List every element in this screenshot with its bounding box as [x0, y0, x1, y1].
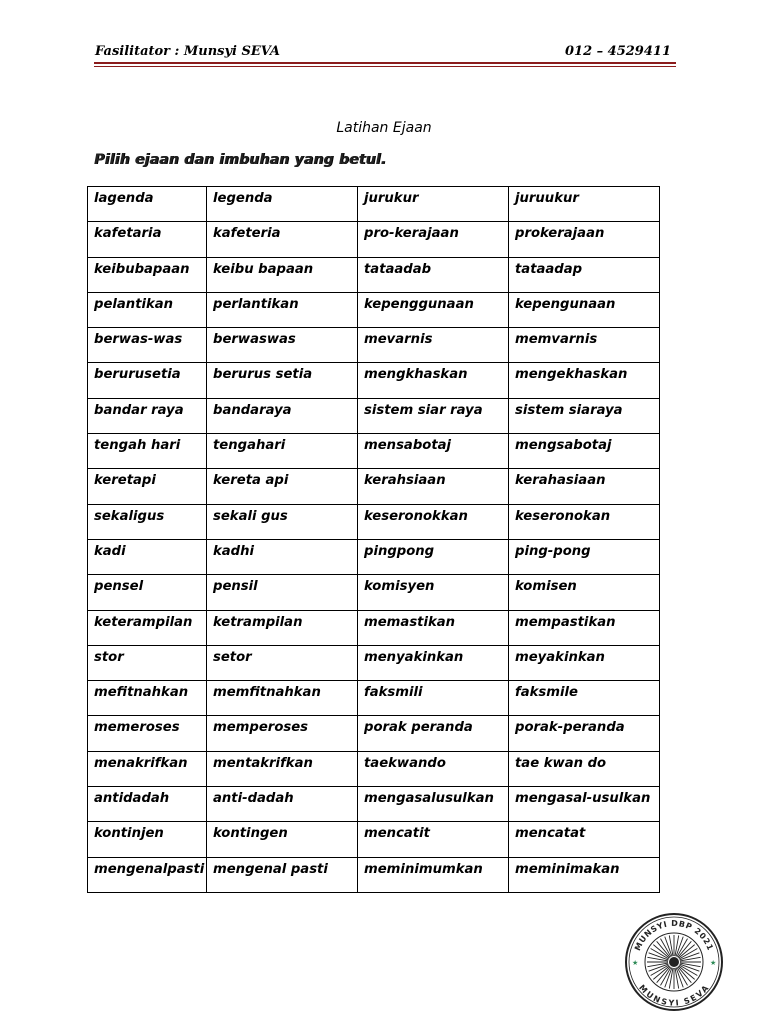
word-cell: taekwando	[358, 751, 509, 786]
word-cell: keterampilan	[88, 610, 207, 645]
word-cell: memeroses	[88, 716, 207, 751]
word-cell: berwaswas	[207, 328, 358, 363]
word-cell: mencatit	[358, 822, 509, 857]
star-icon: ★	[710, 959, 717, 967]
table-row	[88, 363, 660, 398]
table-row	[88, 398, 660, 433]
word-cell: komisen	[509, 575, 660, 610]
word-cell: pensil	[207, 575, 358, 610]
word-cell: memvarnis	[509, 328, 660, 363]
document-title: Latihan Ejaan	[336, 120, 432, 136]
spelling-table	[87, 186, 660, 893]
word-cell: mengenal pasti	[207, 857, 358, 892]
word-cell: keretapi	[88, 469, 207, 504]
word-cell: keibubapaan	[88, 257, 207, 292]
word-cell: anti-dadah	[207, 787, 358, 822]
table-row	[88, 292, 660, 327]
word-cell: setor	[207, 645, 358, 680]
word-cell: berurus setia	[207, 363, 358, 398]
word-cell: ketrampilan	[207, 610, 358, 645]
word-cell: mensabotaj	[358, 434, 509, 469]
word-cell: kerahasiaan	[509, 469, 660, 504]
word-cell: prokerajaan	[509, 222, 660, 257]
word-cell: kontingen	[207, 822, 358, 857]
word-cell: menakrifkan	[88, 751, 207, 786]
word-cell: lagenda	[88, 187, 207, 222]
word-cell: mempastikan	[509, 610, 660, 645]
word-cell: mencatat	[509, 822, 660, 857]
word-cell: berwas-was	[88, 328, 207, 363]
word-cell: kadhi	[207, 539, 358, 574]
word-cell: mengenalpasti	[88, 857, 207, 892]
word-cell: kerahsiaan	[358, 469, 509, 504]
word-cell: keibu bapaan	[207, 257, 358, 292]
munsyi-stamp-seal	[624, 912, 724, 1012]
word-cell: sistem siar raya	[358, 398, 509, 433]
header-rule-thin	[94, 66, 676, 67]
table-row	[88, 434, 660, 469]
word-cell: kadi	[88, 539, 207, 574]
word-cell: bandar raya	[88, 398, 207, 433]
word-cell: meminimumkan	[358, 857, 509, 892]
table-row	[88, 504, 660, 539]
word-cell: bandaraya	[207, 398, 358, 433]
word-cell: porak-peranda	[509, 716, 660, 751]
word-cell: porak peranda	[358, 716, 509, 751]
word-cell: memperoses	[207, 716, 358, 751]
word-cell: mevarnis	[358, 328, 509, 363]
word-cell: keseronokkan	[358, 504, 509, 539]
word-cell: mengekhaskan	[509, 363, 660, 398]
word-cell: kereta api	[207, 469, 358, 504]
word-cell: kontinjen	[88, 822, 207, 857]
word-cell: komisyen	[358, 575, 509, 610]
word-cell: perlantikan	[207, 292, 358, 327]
table-row	[88, 469, 660, 504]
stamp-bottom-text: MUNSYI SEVA	[637, 983, 711, 1008]
word-cell: kafeteria	[207, 222, 358, 257]
word-cell: mengsabotaj	[509, 434, 660, 469]
word-cell: ping-pong	[509, 539, 660, 574]
table-row	[88, 645, 660, 680]
table-row	[88, 539, 660, 574]
table-row	[88, 857, 660, 892]
stamp-top-text: MUNSYI DBP 2021	[632, 918, 715, 953]
word-cell: kafetaria	[88, 222, 207, 257]
word-cell: menyakinkan	[358, 645, 509, 680]
word-cell: pingpong	[358, 539, 509, 574]
word-cell: sistem siaraya	[509, 398, 660, 433]
word-cell: antidadah	[88, 787, 207, 822]
header-rule	[94, 62, 676, 64]
word-cell: pro-kerajaan	[358, 222, 509, 257]
word-cell: juruukur	[509, 187, 660, 222]
table-row	[88, 610, 660, 645]
word-cell: keseronokan	[509, 504, 660, 539]
page-header	[95, 44, 675, 60]
word-cell: sekaligus	[88, 504, 207, 539]
word-cell: tae kwan do	[509, 751, 660, 786]
spelling-table-body	[88, 187, 660, 893]
word-cell: meminimakan	[509, 857, 660, 892]
word-cell: berurusetia	[88, 363, 207, 398]
word-cell: tengahari	[207, 434, 358, 469]
word-cell: pelantikan	[88, 292, 207, 327]
facilitator-name: Fasilitator : Munsyi SEVA	[95, 44, 280, 59]
table-row	[88, 751, 660, 786]
instruction-text: Pilih ejaan dan imbuhan yang betul.	[94, 152, 387, 168]
word-cell: mentakrifkan	[207, 751, 358, 786]
word-cell: mengkhaskan	[358, 363, 509, 398]
table-row	[88, 257, 660, 292]
table-row	[88, 328, 660, 363]
word-cell: pensel	[88, 575, 207, 610]
table-row	[88, 822, 660, 857]
word-cell: tengah hari	[88, 434, 207, 469]
phone-number: 012 – 4529411	[564, 44, 671, 59]
word-cell: kepenggunaan	[358, 292, 509, 327]
word-cell: tataadab	[358, 257, 509, 292]
table-row	[88, 222, 660, 257]
star-icon: ★	[632, 959, 639, 967]
table-row	[88, 575, 660, 610]
word-cell: stor	[88, 645, 207, 680]
word-cell: memfitnahkan	[207, 681, 358, 716]
word-cell: jurukur	[358, 187, 509, 222]
word-cell: tataadap	[509, 257, 660, 292]
table-row	[88, 787, 660, 822]
word-cell: faksmile	[509, 681, 660, 716]
word-cell: kepengunaan	[509, 292, 660, 327]
table-row	[88, 716, 660, 751]
word-cell: faksmili	[358, 681, 509, 716]
word-cell: mengasal-usulkan	[509, 787, 660, 822]
word-cell: mengasalusulkan	[358, 787, 509, 822]
table-row	[88, 187, 660, 222]
word-cell: legenda	[207, 187, 358, 222]
word-cell: memastikan	[358, 610, 509, 645]
table-row	[88, 681, 660, 716]
word-cell: meyakinkan	[509, 645, 660, 680]
word-cell: sekali gus	[207, 504, 358, 539]
word-cell: mefitnahkan	[88, 681, 207, 716]
